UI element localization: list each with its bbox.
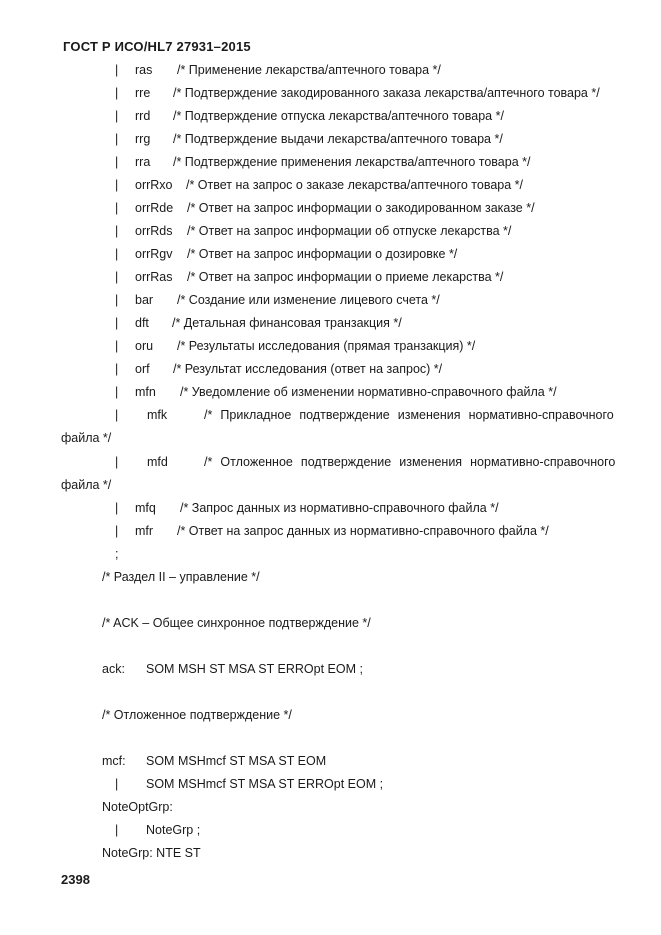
message-comment: /* Подтверждение закодированного заказа лекарства/аптечного товара */ [173,86,600,100]
alternative-bar: | [115,455,119,469]
message-comment: /* Детальная финансовая транзакция */ [172,316,402,330]
message-keyword: orrRgv [135,247,173,261]
alternative-bar: | [115,86,119,100]
message-keyword: bar [135,293,154,307]
noteopt-label: NoteOptGrp: [102,800,173,814]
message-comment: /* Ответ на запрос информации о закодированном заказе */ [187,201,535,215]
section-comment: /* Раздел II – управление */ [102,570,260,584]
ack-rule: SOM MSH ST MSA ST ERROpt EOM ; [146,662,363,676]
document-header: ГОСТ Р ИСО/HL7 27931–2015 [63,39,251,54]
message-comment: /* Создание или изменение лицевого счета */ [177,293,440,307]
notegrp-rule: NoteGrp: NTE ST [102,846,201,860]
message-keyword: rrg [135,132,151,146]
noteopt-bar: | [115,823,119,837]
alternative-bar: | [115,501,119,515]
message-keyword: mfr [135,524,154,538]
message-comment: /* Подтверждение отпуска лекарства/аптечного товара */ [173,109,504,123]
message-keyword: dft [135,316,149,330]
message-comment: /* Уведомление об изменении нормативно-справочного файла */ [180,385,557,399]
deferred-comment: /* Отложенное подтверждение */ [102,708,292,722]
alternative-bar: | [115,63,119,77]
message-keyword: mfq [135,501,156,515]
message-keyword: mfn [135,385,156,399]
message-keyword: orrRas [135,270,173,284]
alternative-bar: | [115,385,119,399]
mcf-label: mcf: [102,754,126,768]
message-keyword: oru [135,339,154,353]
mcf-rule-2: SOM MSHmcf ST MSA ST ERROpt EOM ; [146,777,384,791]
alternative-bar: | [115,132,119,146]
alternative-bar: | [115,247,119,261]
message-comment: /* Прикладное подтверждение изменения нормативно-справочного [204,408,614,422]
noteopt-rule: NoteGrp ; [146,823,201,837]
message-keyword: rra [135,155,151,169]
message-comment: /* Ответ на запрос информации о приеме лекарства */ [187,270,504,284]
alternative-bar: | [115,408,119,422]
message-comment: /* Запрос данных из нормативно-справочного файла */ [180,501,499,515]
mcf-rule-1: SOM MSHmcf ST MSA ST EOM [146,754,327,768]
alternative-bar: | [115,293,119,307]
alternative-bar: | [115,109,119,123]
message-keyword: orf [135,362,150,376]
message-comment: /* Отложенное подтверждение изменения нормативно-справочного [204,455,616,469]
alternative-bar: | [115,201,119,215]
message-comment: /* Ответ на запрос данных из нормативно-справочного файла */ [177,524,549,538]
alternative-bar: | [115,224,119,238]
page-number: 2398 [61,872,90,887]
alternative-bar: | [115,339,119,353]
comment-continuation: файла */ [61,431,112,445]
alternative-bar: | [115,524,119,538]
mcf-bar: | [115,777,119,791]
message-comment: /* Применение лекарства/аптечного товара */ [177,63,441,77]
message-keyword: rre [135,86,151,100]
message-keyword: ras [135,63,153,77]
alternative-bar: | [115,270,119,284]
alternative-bar: | [115,155,119,169]
message-keyword: orrRxo [135,178,173,192]
message-comment: /* Ответ на запрос о заказе лекарства/аптечного товара */ [186,178,523,192]
message-comment: /* Подтверждение применения лекарства/аптечного товара */ [173,155,531,169]
message-comment: /* Результаты исследования (прямая транзакция) */ [177,339,476,353]
message-keyword: mfk [147,408,168,422]
message-keyword: orrRde [135,201,174,215]
rule-terminator: ; [115,547,119,561]
message-comment: /* Ответ на запрос информации об отпуске лекарства */ [187,224,512,238]
message-keyword: rrd [135,109,151,123]
message-keyword: mfd [147,455,168,469]
message-comment: /* Подтверждение выдачи лекарства/аптечного товара */ [173,132,503,146]
ack-label: ack: [102,662,125,676]
alternative-bar: | [115,362,119,376]
message-comment: /* Результат исследования (ответ на запрос) */ [173,362,443,376]
message-keyword: orrRds [135,224,173,238]
comment-continuation: файла */ [61,478,112,492]
alternative-bar: | [115,178,119,192]
alternative-bar: | [115,316,119,330]
ack-comment: /* ACK – Общее синхронное подтверждение */ [102,616,371,630]
message-comment: /* Ответ на запрос информации о дозировке */ [187,247,458,261]
